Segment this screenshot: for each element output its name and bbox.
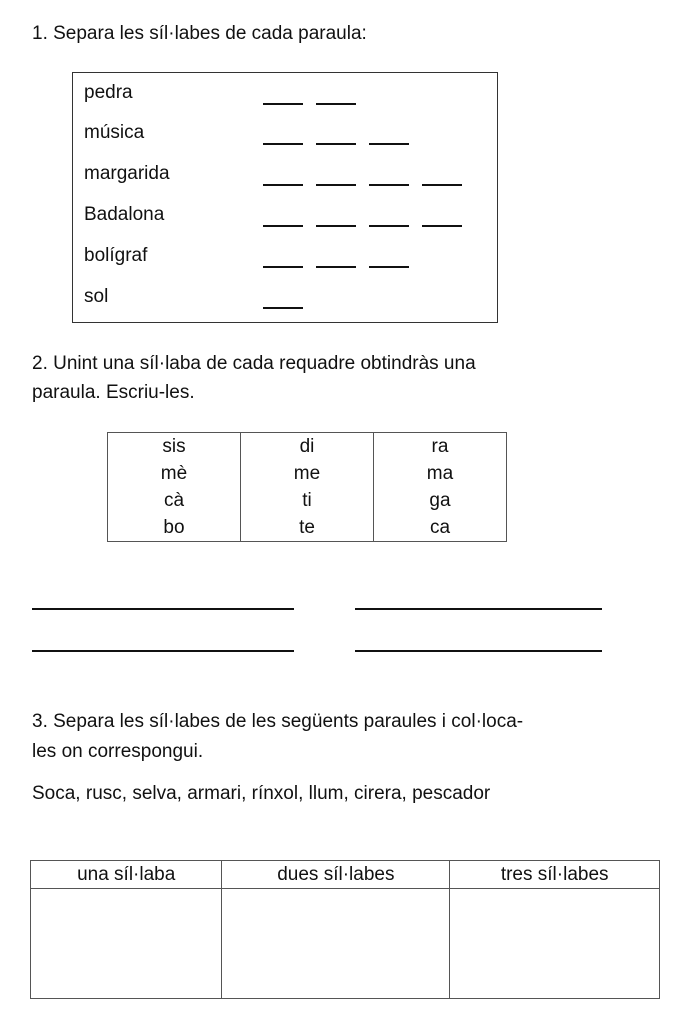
syllable-blank[interactable]: [422, 225, 462, 227]
answer-cell[interactable]: [31, 889, 222, 999]
question-2-title-line1: 2. Unint una síl·laba de cada requadre obtindràs una: [32, 353, 476, 374]
answer-cell[interactable]: [222, 889, 450, 999]
syllable-blank[interactable]: [263, 307, 303, 309]
answer-line[interactable]: [32, 608, 294, 610]
word-5: bolígraf: [84, 245, 148, 266]
header-one-syllable: una síl·laba: [31, 861, 222, 889]
question-2-title-line2: paraula. Escriu-les.: [32, 382, 195, 403]
question-3-title-line1: 3. Separa les síl·labes de les següents paraules i col·loca-: [32, 711, 524, 732]
question-3-title-line2: les on correspongui.: [32, 741, 204, 762]
header-three-syllables: tres síl·labes: [450, 861, 660, 889]
header-two-syllables: dues síl·labes: [222, 861, 450, 889]
syllable-blank[interactable]: [263, 143, 303, 145]
answer-line[interactable]: [32, 650, 294, 652]
syllable-blank[interactable]: [369, 143, 409, 145]
word-2: música: [84, 122, 145, 143]
word-3: margarida: [84, 163, 170, 184]
syllable-blank[interactable]: [369, 266, 409, 268]
syllable-blank[interactable]: [369, 184, 409, 186]
syllable-blank[interactable]: [316, 184, 356, 186]
answer-line[interactable]: [355, 608, 602, 610]
word-4: Badalona: [84, 204, 165, 225]
syllable-column-1: sis mè cà bo: [108, 433, 241, 542]
answer-cell[interactable]: [450, 889, 660, 999]
answer-line[interactable]: [355, 650, 602, 652]
syllable-blank[interactable]: [263, 103, 303, 105]
syllable-blank[interactable]: [316, 225, 356, 227]
syllable-column-3: ra ma ga ca: [374, 433, 507, 542]
syllable-blank[interactable]: [422, 184, 462, 186]
syllable-blank[interactable]: [316, 103, 356, 105]
syllable-box: [72, 72, 498, 323]
syllable-table: [107, 432, 507, 542]
syllable-column-2: di me ti te: [241, 433, 374, 542]
syllable-blank[interactable]: [263, 225, 303, 227]
word-1: pedra: [84, 82, 133, 103]
syllable-blank[interactable]: [316, 266, 356, 268]
syllable-blank[interactable]: [369, 225, 409, 227]
syllable-blank[interactable]: [316, 143, 356, 145]
word-list: Soca, rusc, selva, armari, rínxol, llum, cirera, pescador: [32, 783, 491, 804]
classification-table: [30, 860, 660, 999]
syllable-blank[interactable]: [263, 184, 303, 186]
syllable-blank[interactable]: [263, 266, 303, 268]
word-6: sol: [84, 286, 109, 307]
question-1-title: 1. Separa les síl·labes de cada paraula:: [32, 23, 367, 44]
